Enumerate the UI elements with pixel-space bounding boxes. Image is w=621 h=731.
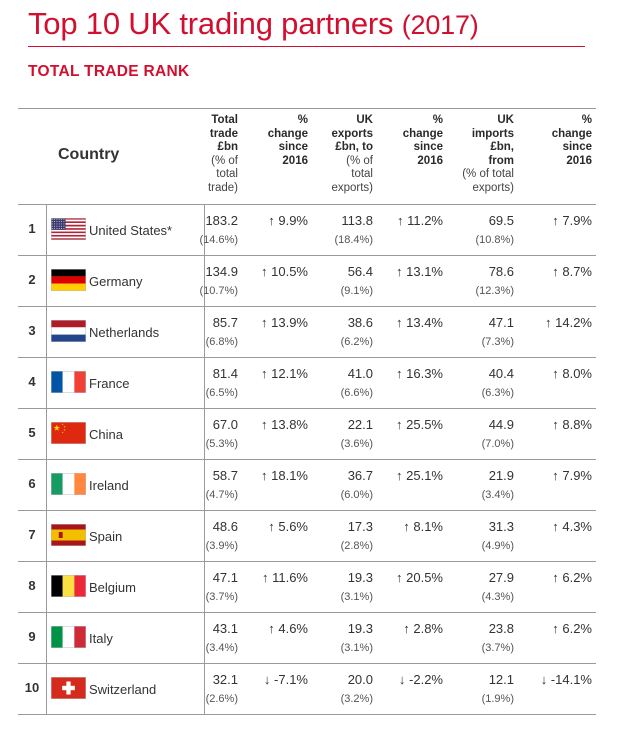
table-row <box>18 510 596 561</box>
header-line: 2016 <box>566 154 592 167</box>
exports-change-value: ↑ 13.1% <box>396 264 443 279</box>
imports-share: (6.3%) <box>481 387 514 399</box>
title-year: (2017) <box>401 10 479 40</box>
total-share: (2.6%) <box>205 693 238 705</box>
total-share: (3.7%) <box>205 591 238 603</box>
italy-flag-icon <box>51 626 86 648</box>
rank-number: 9 <box>28 629 36 644</box>
exports-change-value: ↑ 16.3% <box>396 366 443 381</box>
imports-share: (3.7%) <box>481 642 514 654</box>
rank-number: 8 <box>28 578 36 593</box>
header-line: imports <box>471 127 514 140</box>
country-name: Netherlands <box>89 325 160 340</box>
exports-value: 38.6 <box>347 315 373 330</box>
imports-share: (12.3%) <box>475 285 514 297</box>
exports-value: 36.7 <box>347 468 373 483</box>
column-header-exports <box>331 114 373 195</box>
imports-change-value: ↑ 4.3% <box>552 519 592 534</box>
title-text: Top 10 UK trading partners <box>28 6 394 41</box>
imports-value: 78.6 <box>488 264 514 279</box>
header-line: exports <box>331 127 373 140</box>
page-title <box>28 6 479 42</box>
imports-change-value: ↑ 8.7% <box>552 264 592 279</box>
imports-value: 31.3 <box>488 519 514 534</box>
total-share: (3.4%) <box>205 642 238 654</box>
exports-change-value: ↑ 2.8% <box>403 621 443 636</box>
exports-share: (6.2%) <box>340 336 373 348</box>
column-header-imports <box>462 114 514 195</box>
exports-share: (3.6%) <box>340 438 373 450</box>
header-line: since <box>413 141 443 153</box>
country-name: France <box>89 376 130 391</box>
header-line: trade <box>209 127 238 140</box>
header-line: £bn, <box>490 141 514 153</box>
imports-change-value: ↑ 6.2% <box>552 570 592 585</box>
exports-value: 56.4 <box>347 264 373 279</box>
imports-value: 23.8 <box>488 621 514 636</box>
table-top-rule <box>18 108 596 109</box>
imports-change-value: ↑ 8.0% <box>552 366 592 381</box>
imports-value: 27.9 <box>488 570 514 585</box>
total-share: (10.7%) <box>199 285 238 297</box>
china-flag-icon <box>51 422 86 444</box>
exports-value: 17.3 <box>347 519 373 534</box>
country-name: Switzerland <box>89 682 157 697</box>
header-line: UK <box>497 114 514 126</box>
header-line: exports) <box>472 181 514 194</box>
exports-value: 113.8 <box>341 213 373 228</box>
total-value: 58.7 <box>212 468 238 483</box>
table-row <box>18 255 596 306</box>
exports-change-value: ↑ 13.4% <box>396 315 443 330</box>
total-share: (5.3%) <box>205 438 238 450</box>
exports-value: 19.3 <box>347 570 373 585</box>
france-flag-icon <box>51 371 86 393</box>
rank-number: 7 <box>28 527 36 542</box>
table-row <box>18 408 596 459</box>
spain-flag-icon <box>51 524 86 546</box>
column-header-imports-chg <box>552 114 592 168</box>
exports-value: 22.1 <box>347 417 373 432</box>
exports-value: 20.0 <box>347 672 373 687</box>
total-change-value: ↑ 13.8% <box>261 417 308 432</box>
imports-change-value: ↑ 6.2% <box>552 621 592 636</box>
header-line: since <box>562 141 592 153</box>
header-line: since <box>278 141 308 153</box>
exports-share: (2.8%) <box>340 540 373 552</box>
country-name: China <box>89 427 123 442</box>
header-line: £bn <box>217 141 238 153</box>
header-line: % <box>581 114 592 126</box>
country-name: Germany <box>89 274 143 289</box>
exports-change-value: ↓ -2.2% <box>398 672 443 687</box>
total-change-value: ↑ 10.5% <box>261 264 308 279</box>
row-rule <box>18 714 596 715</box>
total-value: 67.0 <box>212 417 238 432</box>
rank-number: 6 <box>28 476 36 491</box>
exports-share: (18.4%) <box>334 234 373 246</box>
rank-number: 10 <box>24 680 40 695</box>
header-line: £bn, to <box>335 141 373 153</box>
imports-change-value: ↑ 7.9% <box>552 213 592 228</box>
imports-value: 44.9 <box>488 417 514 432</box>
total-value: 81.4 <box>212 366 238 381</box>
table-row <box>18 459 596 510</box>
rank-number: 1 <box>28 221 36 236</box>
total-value: 85.7 <box>212 315 238 330</box>
table-row <box>18 357 596 408</box>
belgium-flag-icon <box>51 575 86 597</box>
header-line: 2016 <box>282 154 308 167</box>
total-value: 183.2 <box>205 213 238 228</box>
imports-share: (1.9%) <box>481 693 514 705</box>
imports-share: (4.9%) <box>481 540 514 552</box>
imports-share: (3.4%) <box>481 489 514 501</box>
imports-value: 47.1 <box>488 315 514 330</box>
imports-share: (10.8%) <box>475 234 514 246</box>
title-rule <box>28 46 585 47</box>
imports-share: (7.0%) <box>481 438 514 450</box>
country-name: Italy <box>89 631 113 646</box>
table-row <box>18 204 596 255</box>
exports-share: (3.1%) <box>340 642 373 654</box>
header-line: % <box>432 114 443 126</box>
table-row <box>18 561 596 612</box>
header-line: trade) <box>207 181 238 194</box>
imports-change-value: ↑ 14.2% <box>545 315 592 330</box>
exports-change-value: ↑ 8.1% <box>403 519 443 534</box>
total-change-value: ↑ 5.6% <box>268 519 308 534</box>
header-line: % <box>297 114 308 126</box>
header-line: change <box>551 127 592 140</box>
total-change-value: ↑ 9.9% <box>268 213 308 228</box>
exports-share: (6.0%) <box>340 489 373 501</box>
table-row <box>18 612 596 663</box>
total-share: (6.8%) <box>205 336 238 348</box>
header-line: total <box>351 168 373 180</box>
exports-share: (3.2%) <box>340 693 373 705</box>
rank-number: 4 <box>28 374 36 389</box>
header-line: exports) <box>331 181 373 194</box>
exports-value: 41.0 <box>347 366 373 381</box>
total-change-value: ↑ 11.6% <box>261 570 308 585</box>
header-line: Total <box>211 114 238 126</box>
imports-value: 40.4 <box>488 366 514 381</box>
country-name: Belgium <box>89 580 136 595</box>
rank-number: 2 <box>28 272 36 287</box>
header-line: 2016 <box>417 154 443 167</box>
ireland-flag-icon <box>51 473 86 495</box>
total-change-value: ↓ -7.1% <box>263 672 308 687</box>
total-change-value: ↑ 4.6% <box>268 621 308 636</box>
netherlands-flag-icon <box>51 320 86 342</box>
header-line: (% of total <box>462 168 514 180</box>
exports-share: (3.1%) <box>340 591 373 603</box>
imports-change-value: ↑ 8.8% <box>552 417 592 432</box>
total-share: (14.6%) <box>199 234 238 246</box>
country-name: United States* <box>89 223 173 238</box>
imports-value: 69.5 <box>488 213 514 228</box>
imports-change-value: ↓ -14.1% <box>540 672 592 687</box>
subtitle: TOTAL TRADE RANK <box>28 63 190 80</box>
header-line: total <box>216 168 238 180</box>
us-flag-icon <box>51 218 86 240</box>
table-row <box>18 663 596 714</box>
header-line: change <box>267 127 308 140</box>
total-value: 47.1 <box>212 570 238 585</box>
column-header-exports-chg <box>403 114 443 168</box>
total-share: (6.5%) <box>205 387 238 399</box>
country-column-header: Country <box>58 146 120 163</box>
header-line: (% of <box>211 154 238 167</box>
exports-change-value: ↑ 11.2% <box>396 213 443 228</box>
imports-value: 12.1 <box>488 672 514 687</box>
total-change-value: ↑ 12.1% <box>261 366 308 381</box>
switzerland-flag-icon <box>51 677 86 699</box>
total-value: 43.1 <box>212 621 238 636</box>
header-line: (% of <box>346 154 373 167</box>
total-share: (3.9%) <box>205 540 238 552</box>
exports-share: (9.1%) <box>340 285 373 297</box>
total-change-value: ↑ 18.1% <box>261 468 308 483</box>
total-value: 32.1 <box>212 672 238 687</box>
column-header-total-chg <box>268 114 308 168</box>
exports-change-value: ↑ 25.1% <box>396 468 443 483</box>
country-name: Spain <box>89 529 123 544</box>
exports-change-value: ↑ 20.5% <box>396 570 443 585</box>
rank-number: 5 <box>28 425 36 440</box>
exports-change-value: ↑ 25.5% <box>396 417 443 432</box>
rank-number: 3 <box>28 323 36 338</box>
header-line: change <box>402 127 443 140</box>
total-value: 48.6 <box>212 519 238 534</box>
header-line: from <box>488 154 514 167</box>
imports-value: 21.9 <box>488 468 514 483</box>
total-change-value: ↑ 13.9% <box>261 315 308 330</box>
imports-share: (4.3%) <box>481 591 514 603</box>
germany-flag-icon <box>51 269 86 291</box>
imports-change-value: ↑ 7.9% <box>552 468 592 483</box>
total-value: 134.9 <box>205 264 238 279</box>
imports-share: (7.3%) <box>481 336 514 348</box>
table-row <box>18 306 596 357</box>
column-header-total <box>208 114 238 195</box>
exports-value: 19.3 <box>347 621 373 636</box>
header-line: UK <box>356 114 373 126</box>
exports-share: (6.6%) <box>340 387 373 399</box>
country-name: Ireland <box>89 478 129 493</box>
total-share: (4.7%) <box>205 489 238 501</box>
